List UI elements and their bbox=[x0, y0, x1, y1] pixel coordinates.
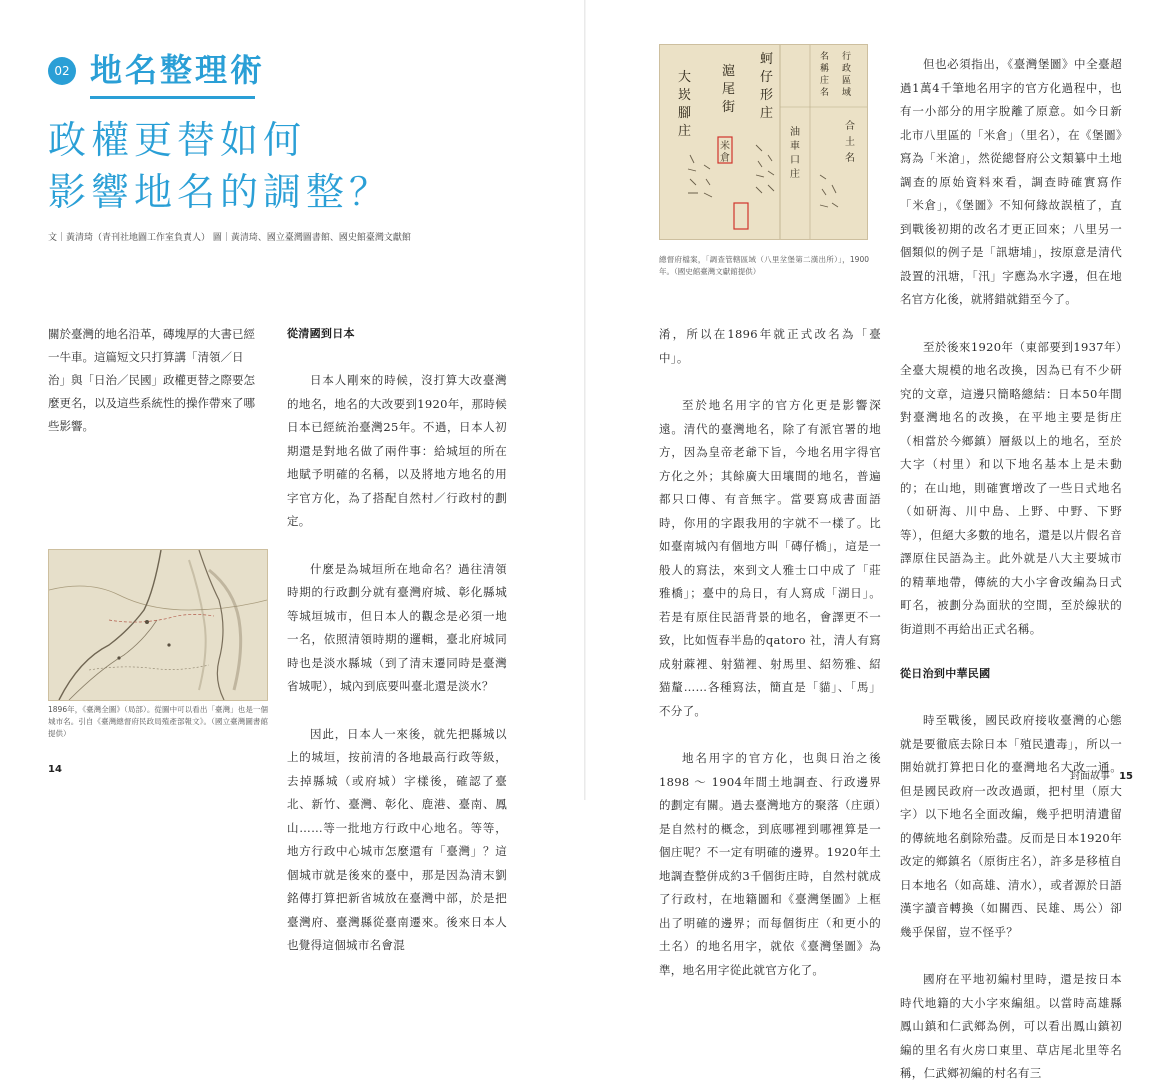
doc-glyph: 油 bbox=[790, 127, 800, 138]
doc-glyph: 蚵 bbox=[760, 52, 774, 67]
document-caption: 總督府檔案，「調查管轄區域（八里坌堡第二漢出所）」，1900年。（國史館臺灣文獻館提供） bbox=[659, 255, 869, 276]
doc-glyph: 庄 bbox=[820, 76, 830, 86]
document-illustration bbox=[660, 45, 867, 239]
doc-glyph: 土 bbox=[845, 137, 855, 148]
doc-glyph: 形 bbox=[760, 88, 774, 103]
folio-label: 封面故事 bbox=[1070, 771, 1110, 782]
doc-glyph: 區 bbox=[842, 76, 852, 86]
doc-glyph: 庄 bbox=[678, 124, 692, 139]
map-illustration bbox=[49, 550, 267, 700]
paragraph: 至於後來1920年（東部要到1937年）全臺大規模的地名改換，因為已有不少研究的文章，這邊只簡略總結：日本50年間對臺灣地名的改換，在平地主要是街庄（相當於今鄉鎮）層級以上的地名，至於大字（村里）和以下地名基本上是未動的；在山地，則確實增改了一些日式地名（如研海、川中島、上野、中野、下野等），但絕大多數的地名，還是以片假名音譯原住民語為主。此外就是八大主要城市的精華地帶，傳統的大小字會改編為日式町名，被劃分為面狀的空間，至於線狀的街道則不再給出正式名稱。 bbox=[900, 339, 1122, 636]
page-number-left: 14 bbox=[48, 764, 62, 775]
headline bbox=[48, 114, 548, 218]
subheading-qing-to-japan: 從清國到日本 bbox=[287, 327, 355, 340]
paragraph: 時至戰後，國民政府接收臺灣的心態就是要徹底去除日本「殖民遺毒」，所以一開始就打算把日化的臺灣地名大改一通。但是國民政府一改改過頭，把村里（原大字）以下地名全面改編，幾乎把明清遺留的傳統地名剷除殆盡。反而是日本1920年改定的鄉鎮名（原街庄名），許多是移植自日本地名（如高雄、清水），或者源於日語漢字讀音轉換（如關西、民雄、馬公）卻幾乎保留，豈不怪乎？ bbox=[900, 713, 1122, 939]
paragraph: 至於地名用字的官方化更是影響深遠。清代的臺灣地名，除了有派官署的地方，因為皇帝老爺下旨，今地名用字得官方化之外；其餘廣大田壤間的地名，普遍都只口傳、有音無字。當要寫成書面語時，你用的字跟我用的字就不一樣了。比如臺南城內有個地方叫「磚仔橋」，這是一般人的寫法，來到文人雅士口中成了「莊雅橋」；臺中的烏日，有人寫成「湖日」。若是有原住民語背景的地名，會譯更不一致，比如恆春半島的qatoro 社，清人有寫成射蔴裡、射猫裡、射馬里、紹笏雅、紹猫釐……各種寫法，簡直是「貓」、「馬」不分了。 bbox=[659, 398, 881, 718]
doc-glyph: 仔 bbox=[760, 70, 774, 85]
paragraph: 什麼是為城垣所在地命名？過往清領時期的行政劃分就有臺灣府城、彰化縣城等城垣城市，但日本人的觀念是必須一地一名，依照清領時期的邏輯，臺北府城同時也是淡水縣城（到了清末遷同時是臺灣省城呢），城內到底要叫臺北還是淡水？ bbox=[287, 561, 507, 693]
paragraph: 但也必須指出，《臺灣堡圖》中全臺超過1萬4千筆地名用字的官方化過程中，也有一小部分的用字脫離了原意。如今日新北市八里區的「米倉」（里名），在《堡圖》寫為「米滄」，然從總督府公文類纂中土地調查的原始資料來看，調查時確實寫作「米倉」，《堡圖》不知何緣故誤植了，直到戰後初期的改名才更正回來；八里另一個類似的例子是「訊塘埔」，按原意是清代設置的汛塘，「汛」字應為水字邊，但在地名官方化後，就將錯就錯至今了。 bbox=[900, 57, 1122, 306]
paragraph: 日本人剛來的時候，沒打算大改臺灣的地名，地名的大改要到1920年，那時候日本已經統治臺灣25年。不過，日本人初期還是對地名做了兩件事：給城垣的所在地賦予明確的名稱，以及將地方地名的用字官方化，為了搭配自然村／行政村的劃定。 bbox=[287, 373, 507, 528]
historical-map-image bbox=[48, 549, 268, 701]
section-number-badge: 02 bbox=[48, 57, 76, 85]
page-folio bbox=[1070, 764, 1133, 783]
doc-glyph: 車 bbox=[790, 141, 800, 152]
section-title: 地名整理術 bbox=[90, 51, 266, 89]
doc-glyph: 政 bbox=[842, 64, 852, 74]
doc-glyph: 倉 bbox=[720, 153, 730, 164]
article-column-4 bbox=[900, 53, 1122, 1086]
doc-glyph: 腳 bbox=[678, 106, 692, 121]
doc-glyph: 尾 bbox=[722, 82, 736, 97]
article-column-2 bbox=[287, 323, 507, 958]
map-caption: 1896年，《臺灣全圖》（局部）。從圖中可以看出「臺灣」也是一個城市名。引自《臺灣總督府民政局殖產部報文》。（國立臺灣圖書館提供） bbox=[48, 705, 268, 738]
doc-glyph: 域 bbox=[842, 88, 852, 98]
subheading-japan-to-roc: 從日治到中華民國 bbox=[900, 667, 991, 680]
doc-glyph: 名 bbox=[820, 52, 830, 62]
doc-glyph: 庄 bbox=[760, 106, 774, 121]
doc-glyph: 滬 bbox=[722, 64, 736, 79]
paragraph: 國府在平地初編村里時，還是按日本時代地籍的大小字來編組。以當時高雄縣鳳山鎮和仁武鄉為例，可以看出鳳山鎮初編的里名有火房口東里、草店尾北里等名稱，仁武鄉初編的村名有三 bbox=[900, 972, 1122, 1080]
section-title-underline bbox=[90, 96, 255, 99]
doc-glyph: 名 bbox=[845, 153, 855, 164]
doc-glyph: 庄 bbox=[790, 169, 800, 180]
doc-glyph: 街 bbox=[722, 100, 736, 115]
headline-line-1: 政權更替如何 bbox=[48, 118, 307, 162]
page-number-right: 15 bbox=[1119, 771, 1134, 782]
archival-document-image bbox=[659, 44, 868, 240]
paragraph: 因此，日本人一來後，就先把縣城以上的城垣，按前清的各地最高行政等級，去掉縣城（或府城）字樣後，確認了臺北、新竹、臺灣、彰化、鹿港、臺南、鳳山……等一批地方行政中心地名。等等，地方行政中心城市怎麼還有「臺灣」？這個城市就是後來的臺中，那是因為清末劉銘傳打算把新省城放在臺灣中部，於是把臺灣府、臺灣縣從臺南遷來。後來日本人也覺得這個城市名會混 bbox=[287, 726, 507, 952]
doc-glyph: 崁 bbox=[678, 88, 692, 103]
doc-glyph: 稱 bbox=[820, 64, 830, 74]
doc-glyph: 米 bbox=[720, 141, 730, 152]
paragraph: 地名用字的官方化，也與日治之後1898 ～ 1904年間土地調查、行政邊界的劃定有關。過去臺灣地方的聚落（庄頭）是自然村的概念，到底哪裡到哪裡算是一個庄呢？不一定有明確的邊界。1920年土地調查整併成約3千個街庄時，自然村就成了行政村，在地籍圖和《臺灣堡圖》上框出了明確的邊界；而每個街庄（和更小的土名）的地名用字，就依《臺灣堡圖》為準，地名用字從此就官方化了。 bbox=[659, 751, 881, 977]
paragraph: 淆，所以在1896年就正式改名為「臺中」。 bbox=[659, 327, 881, 365]
lead-paragraph: 關於臺灣的地名沿革，磚塊厚的大書已經一牛車。這篇短文只打算講「清領／日治」與「日治／民國」政權更替之際要怎麼更名，以及這些系統性的操作帶來了哪些影響。 bbox=[48, 327, 255, 433]
doc-glyph: 名 bbox=[820, 88, 830, 98]
byline-credit: 文｜黃清琦（青刊社地圖工作室負責人） 圖｜黃清琦、國立臺灣圖書館、國史館臺灣文獻館 bbox=[48, 233, 411, 243]
article-column-3 bbox=[659, 323, 881, 982]
doc-glyph: 大 bbox=[678, 70, 692, 85]
page-gutter bbox=[584, 0, 586, 800]
doc-glyph: 合 bbox=[845, 121, 855, 132]
doc-glyph: 行 bbox=[842, 52, 852, 62]
doc-glyph: 口 bbox=[790, 155, 800, 166]
headline-line-2: 影響地名的調整？ bbox=[48, 170, 393, 214]
